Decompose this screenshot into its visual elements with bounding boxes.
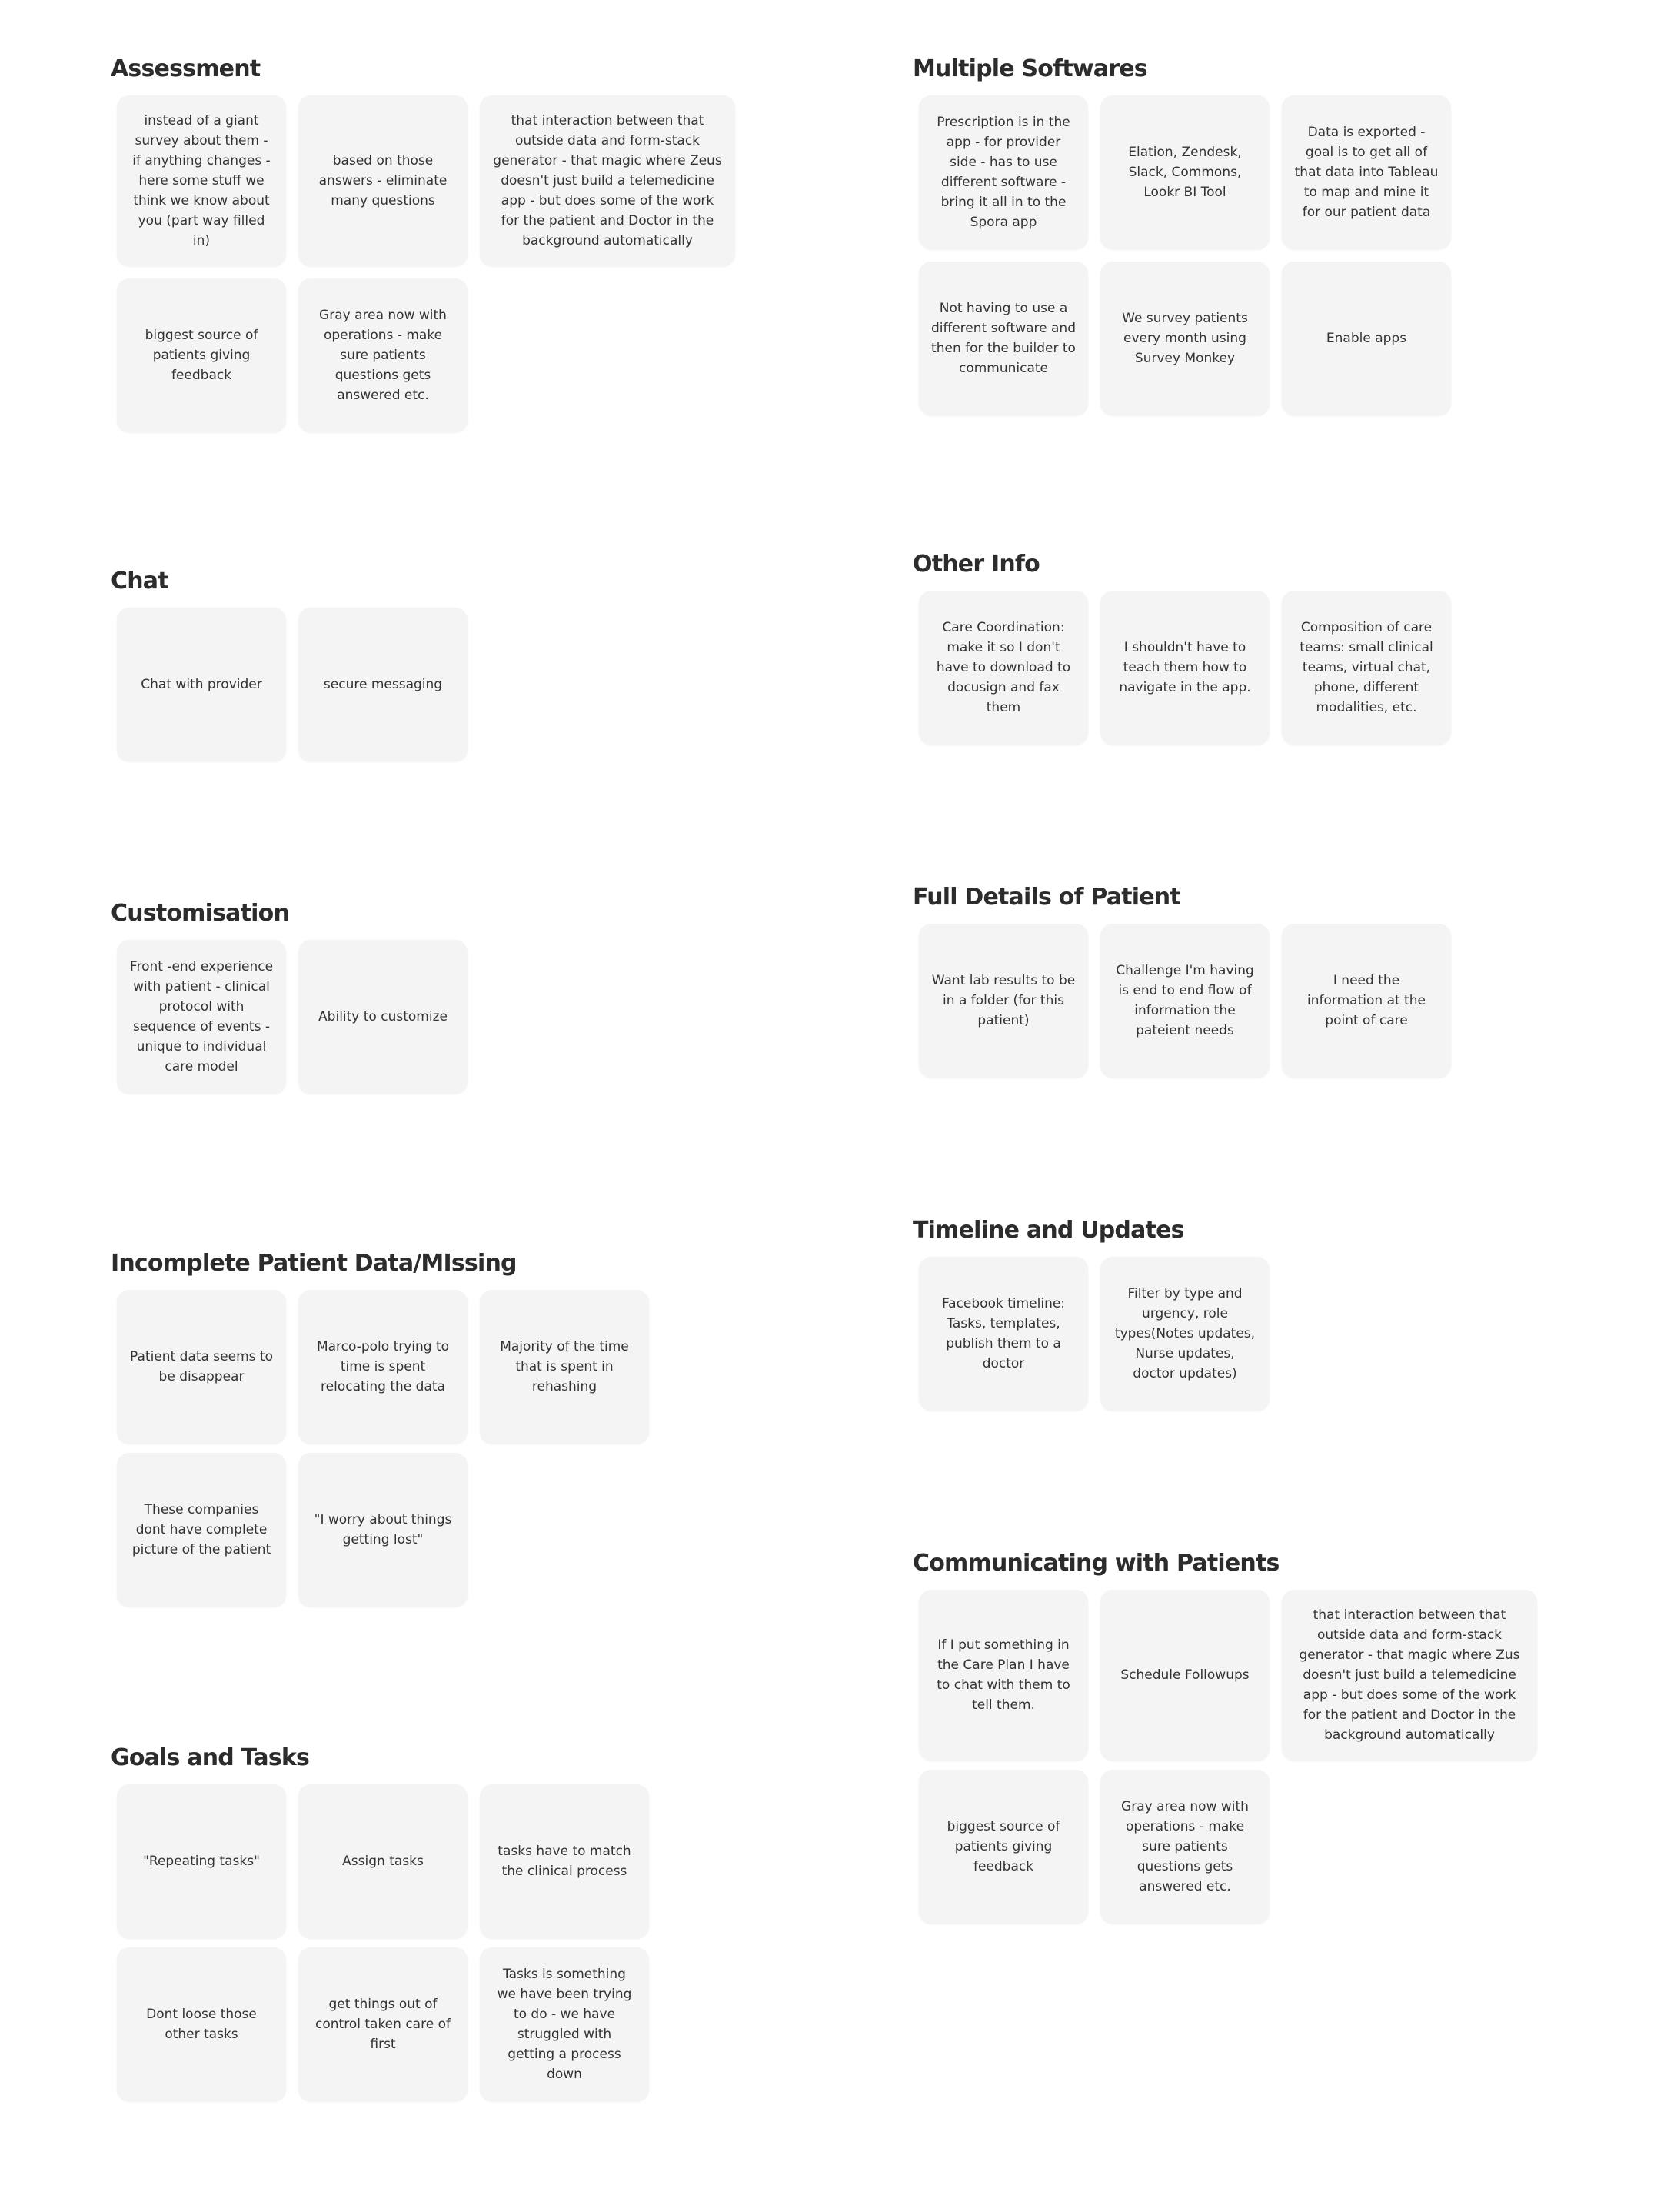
group-communicating-patients[interactable] [913,1548,1537,1924]
sticky-note[interactable]: that interaction between that outside data and form-stack generator - that magic where Zus doesn't just build a telemedicine app - but does some of the work for the patient and Doctor in the background automatically [1282,1590,1537,1761]
sticky-note[interactable]: Gray area now with operations - make sure patients questions gets answered etc. [298,278,468,432]
group-title: Other Info [913,551,1040,578]
sticky-note[interactable]: Elation, Zendesk, Slack, Commons, Lookr BI Tool [1100,95,1270,249]
group-title: Communicating with Patients [913,1550,1280,1577]
sticky-note[interactable]: I need the information at the point of care [1282,924,1451,1078]
sticky-note[interactable]: instead of a giant survey about them - if anything changes - here some stuff we think we know about you (part way filled in) [117,95,286,266]
card-grid [111,940,468,1094]
card-grid [913,1257,1270,1411]
sticky-note[interactable]: Majority of the time that is spent in rehashing [480,1290,649,1444]
group-chat[interactable] [111,566,468,761]
sticky-note[interactable]: secure messaging [298,608,468,761]
sticky-note[interactable]: Ability to customize [298,940,468,1094]
group-full-details[interactable] [913,882,1451,1078]
group-incomplete-patient-data[interactable] [111,1248,649,1607]
card-grid [111,1290,649,1607]
sticky-note[interactable]: Dont loose those other tasks [117,1947,286,2101]
sticky-note[interactable]: These companies dont have complete picture of the patient [117,1453,286,1607]
card-grid [913,591,1451,745]
group-title: Incomplete Patient Data/MIssing [111,1250,517,1277]
sticky-note[interactable]: We survey patients every month using Survey Monkey [1100,262,1270,415]
group-goals-tasks[interactable] [111,1743,649,2101]
group-multiple-softwares[interactable] [913,54,1451,415]
group-timeline-updates[interactable] [913,1215,1270,1411]
sticky-note[interactable]: "I worry about things getting lost" [298,1453,468,1607]
sticky-note[interactable]: based on those answers - eliminate many questions [298,95,468,266]
card-grid [913,924,1451,1078]
sticky-note[interactable]: biggest source of patients giving feedback [919,1770,1088,1924]
sticky-note[interactable]: Chat with provider [117,608,286,761]
group-title: Assessment [111,55,261,82]
card-grid [913,1590,1537,1924]
sticky-note[interactable]: Tasks is something we have been trying to do - we have struggled with getting a process down [480,1947,649,2101]
group-title: Timeline and Updates [913,1217,1184,1244]
sticky-note[interactable]: Filter by type and urgency, role types(Notes updates, Nurse updates, doctor updates) [1100,1257,1270,1411]
group-title: Chat [111,568,168,595]
sticky-note[interactable]: Patient data seems to be disappear [117,1290,286,1444]
sticky-note[interactable]: Composition of care teams: small clinical teams, virtual chat, phone, different modalities, etc. [1282,591,1451,745]
sticky-note[interactable]: Schedule Followups [1100,1590,1270,1761]
card-grid [913,95,1451,415]
sticky-note[interactable]: Prescription is in the app - for provider side - has to use different software - bring it all in to the Spora app [919,95,1088,249]
sticky-note[interactable]: Facebook timeline: Tasks, templates, publish them to a doctor [919,1257,1088,1411]
sticky-note[interactable]: "Repeating tasks" [117,1784,286,1938]
sticky-note[interactable]: Marco-polo trying to time is spent relocating the data [298,1290,468,1444]
sticky-note[interactable]: Care Coordination: make it so I don't have to download to docusign and fax them [919,591,1088,745]
group-assessment[interactable] [111,54,735,432]
sticky-note[interactable]: I shouldn't have to teach them how to navigate in the app. [1100,591,1270,745]
sticky-note[interactable]: tasks have to match the clinical process [480,1784,649,1938]
card-grid [111,95,735,432]
sticky-note[interactable]: get things out of control taken care of first [298,1947,468,2101]
sticky-note[interactable]: biggest source of patients giving feedback [117,278,286,432]
sticky-note[interactable]: If I put something in the Care Plan I have to chat with them to tell them. [919,1590,1088,1761]
group-other-info[interactable] [913,549,1451,745]
group-customisation[interactable] [111,898,468,1094]
sticky-note[interactable]: Enable apps [1282,262,1451,415]
sticky-note[interactable]: that interaction between that outside data and form-stack generator - that magic where Zeus doesn't just build a telemedicine app - but does some of the work for the patient and Doctor in the background automatically [480,95,735,266]
sticky-note[interactable]: Want lab results to be in a folder (for this patient) [919,924,1088,1078]
group-title: Customisation [111,900,290,927]
sticky-note[interactable]: Not having to use a different software and then for the builder to communicate [919,262,1088,415]
card-grid [111,608,468,761]
sticky-note[interactable]: Front -end experience with patient - clinical protocol with sequence of events - unique to individual care model [117,940,286,1094]
group-title: Multiple Softwares [913,55,1147,82]
sticky-note[interactable]: Assign tasks [298,1784,468,1938]
group-title: Full Details of Patient [913,884,1180,911]
group-title: Goals and Tasks [111,1744,310,1771]
card-grid [111,1784,649,2101]
sticky-note[interactable]: Data is exported - goal is to get all of that data into Tableau to map and mine it for our patient data [1282,95,1451,249]
sticky-note[interactable]: Gray area now with operations - make sure patients questions gets answered etc. [1100,1770,1270,1924]
sticky-note[interactable]: Challenge I'm having is end to end flow of information the pateient needs [1100,924,1270,1078]
